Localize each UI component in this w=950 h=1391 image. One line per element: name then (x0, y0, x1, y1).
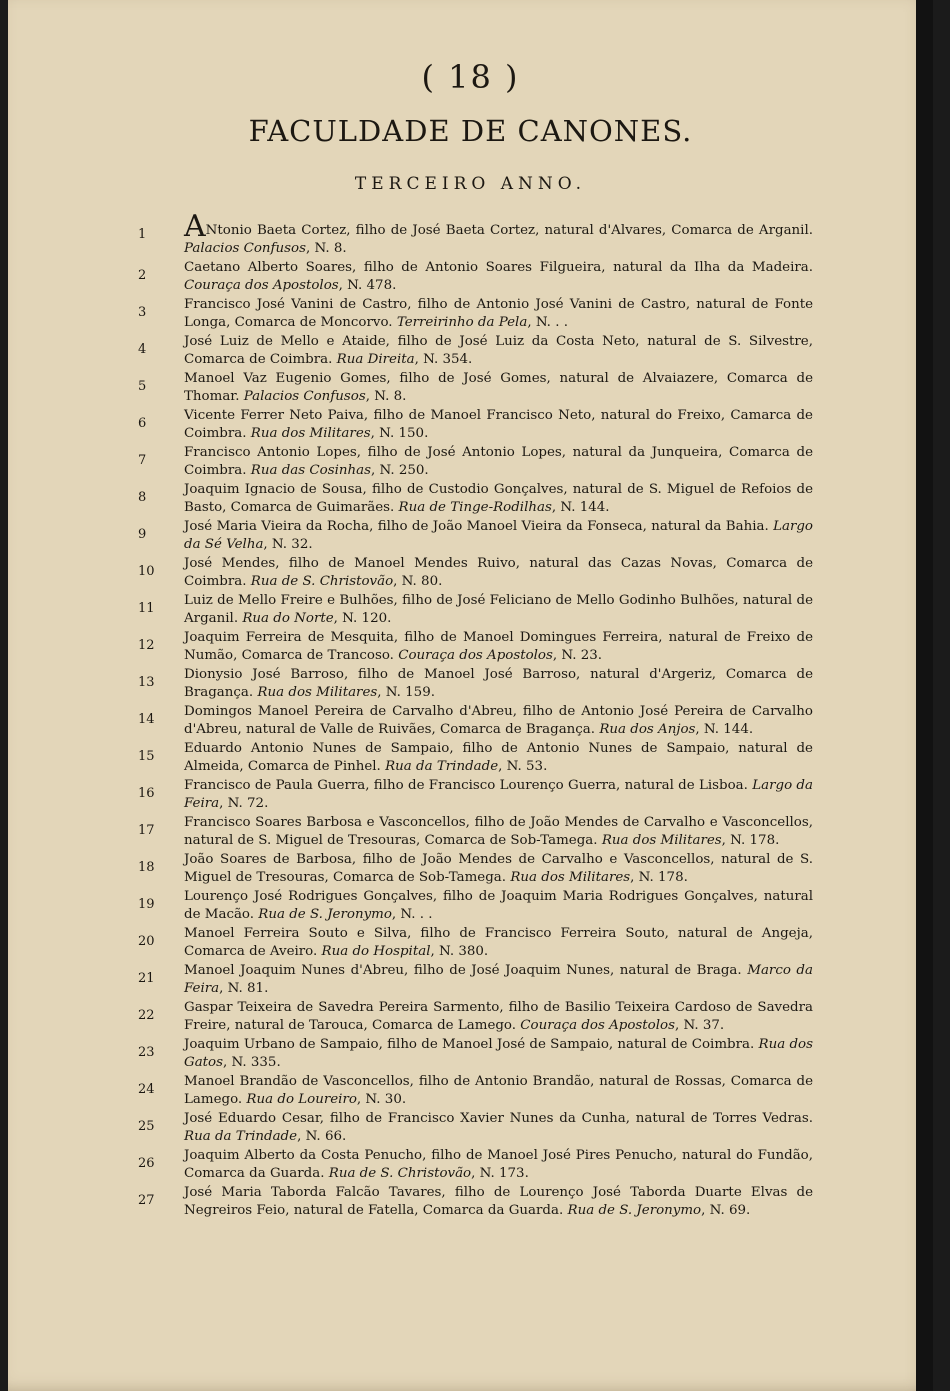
entry-number: 11 (138, 601, 155, 616)
entry-address: Rua do Loureiro (246, 1091, 357, 1107)
page-title: FACULDADE DE CANONES. (248, 114, 693, 148)
entry-text: Manoel Brandão de Vasconcellos, filho de Antonio Brandão, natural de Rossas, Comarca de Lamego. (184, 1074, 813, 1107)
list-item (138, 481, 813, 516)
list-item (138, 1184, 813, 1219)
entry-number: 25 (138, 1119, 155, 1134)
entry-house-number: , N. . . (527, 314, 568, 330)
list-item (138, 1147, 813, 1182)
list-item (138, 888, 813, 923)
list-item (138, 333, 813, 368)
entry-house-number: , N. 32. (263, 536, 313, 552)
initial-capital: A (184, 209, 206, 244)
entry-number: 13 (138, 675, 155, 690)
entry-address: Couraça dos Apostolos (398, 647, 553, 663)
entry-text: Joaquim Ignacio de Sousa, filho de Custodio Gonçalves, natural de S. Miguel de Refoios de Basto, Comarca de Guimarães. (184, 482, 813, 515)
entry-text: Vicente Ferrer Neto Paiva, filho de Manoel Francisco Neto, natural do Freixo, Camarca de Coimbra. (184, 408, 813, 441)
entry-address: Rua de S. Christovão (328, 1165, 472, 1181)
entry-address: Rua Direita (336, 351, 415, 367)
entry-house-number: , N. 478. (338, 277, 397, 293)
entry-number: 8 (138, 490, 147, 505)
entry-house-number: , N. 8. (365, 388, 407, 404)
list-item (138, 555, 813, 590)
list-item (138, 1073, 813, 1108)
entry-house-number: , N. 66. (297, 1128, 347, 1144)
list-item (138, 962, 813, 997)
document-page (8, 0, 933, 1391)
entry-address: Couraça dos Apostolos (520, 1017, 675, 1033)
list-item (138, 370, 813, 405)
entry-address: Rua da Trindade (385, 758, 499, 774)
entry-number: 19 (138, 897, 155, 912)
list-item (138, 1036, 813, 1071)
entry-text: Francisco José Vanini de Castro, filho de Antonio José Vanini de Castro, natural de Fonte Longa, Comarca de Moncorvo. (184, 297, 813, 330)
entry-number: 15 (138, 749, 155, 764)
entry-address: Rua dos Militares (510, 869, 631, 885)
entry-text: Ntonio Baeta Cortez, filho de José Baeta Cortez, natural d'Alvares, Comarca de Arganil. (205, 223, 813, 238)
entry-text: Eduardo Antonio Nunes de Sampaio, filho de Antonio Nunes de Sampaio, natural de Almeida, Comarca de Pinhel. (184, 741, 813, 774)
entry-house-number: , N. 8. (305, 240, 347, 256)
student-list (138, 209, 813, 1221)
entry-text: José Luiz de Mello e Ataide, filho de José Luiz da Costa Neto, natural de S. Silvestre, Comarca de Coimbra. (184, 334, 813, 367)
entry-address: Terreirinho da Pela (396, 314, 528, 330)
entry-number: 26 (138, 1156, 155, 1171)
entry-number: 9 (138, 527, 147, 542)
list-item (138, 740, 813, 775)
entry-number: 18 (138, 860, 155, 875)
entry-text: Francisco de Paula Guerra, filho de Francisco Lourenço Guerra, natural de Lisboa. (184, 778, 748, 793)
list-item (138, 777, 813, 812)
list-item (138, 209, 813, 257)
entry-address: Largo da Sé Velha (184, 519, 813, 552)
entry-address: Rua de S. Jeronymo (258, 906, 392, 922)
entry-house-number: , N. 354. (414, 351, 473, 367)
entry-house-number: , N. 80. (393, 573, 443, 589)
entry-house-number: , N. 30. (356, 1091, 407, 1107)
entry-number: 2 (138, 268, 147, 283)
entry-address: Largo da Feira (184, 778, 813, 811)
entry-house-number: , N. 335. (223, 1054, 281, 1070)
list-item (138, 1110, 813, 1145)
entry-address: Rua do Hospital (321, 943, 431, 959)
entry-house-number: , N. 250. (370, 462, 429, 478)
entry-text: Manoel Vaz Eugenio Gomes, filho de José Gomes, natural de Alvaiazere, Comarca de Thomar. (184, 371, 813, 404)
entry-number: 27 (138, 1193, 155, 1208)
entry-house-number: , N. 81. (219, 980, 269, 996)
entry-number: 22 (138, 1008, 155, 1023)
entry-address: Rua dos Gatos (184, 1037, 813, 1070)
page-number: ( 18 ) (421, 58, 520, 96)
entry-address: Rua do Norte (242, 610, 334, 626)
section-subtitle: TERCEIRO ANNO. (354, 174, 587, 194)
entry-text: Caetano Alberto Soares, filho de Antonio Soares Filgueira, natural da Ilha da Madeira. (184, 260, 813, 275)
entry-number: 6 (138, 416, 147, 431)
entry-house-number: , N. 178. (630, 869, 688, 885)
entry-address: Rua dos Militares (257, 684, 378, 700)
entry-number: 4 (138, 342, 147, 357)
entry-text: José Maria Taborda Falcão Tavares, filho de Lourenço José Taborda Duarte Elvas de Negreiros Feio, natural de Fatella, Comarca da Guarda. (184, 1185, 813, 1218)
entry-address: Rua dos Militares (250, 425, 371, 441)
entry-text: Manoel Joaquim Nunes d'Abreu, filho de José Joaquim Nunes, natural de Braga. (184, 963, 742, 978)
list-item (138, 296, 813, 331)
entry-text: Luiz de Mello Freire e Bulhões, filho de José Feliciano de Mello Godinho Bulhões, natural de Arganil. (184, 593, 813, 626)
entry-number: 16 (138, 786, 155, 801)
entry-number: 7 (138, 453, 147, 468)
entry-number: 1 (138, 227, 147, 242)
entry-text: Joaquim Urbano de Sampaio, filho de Manoel José de Sampaio, natural de Coimbra. (184, 1037, 755, 1052)
entry-house-number: , N. 159. (377, 684, 435, 700)
list-item (138, 666, 813, 701)
entry-house-number: , N. . . (391, 906, 433, 922)
entry-address: Rua das Cosinhas (250, 462, 371, 478)
list-item (138, 444, 813, 479)
entry-house-number: , N. 53. (498, 758, 548, 774)
entry-address: Rua de S. Christovão (250, 573, 394, 589)
entry-house-number: , N. 72. (219, 795, 269, 811)
list-item (138, 999, 813, 1034)
list-item (138, 259, 813, 294)
entry-number: 3 (138, 305, 147, 320)
entry-address: Palacios Confusos (243, 388, 366, 404)
entry-address: Couraça dos Apostolos (184, 277, 339, 293)
entry-house-number: , N. 144. (695, 721, 754, 737)
page-edge (916, 0, 933, 1391)
entry-house-number: , N. 173. (471, 1165, 529, 1181)
list-item (138, 925, 813, 960)
entry-address: Palacios Confusos (184, 240, 306, 256)
entry-address: Rua de S. Jeronymo (567, 1202, 702, 1218)
entry-number: 5 (138, 379, 147, 394)
entry-text: Joaquim Alberto da Costa Penucho, filho de Manoel José Pires Penucho, natural do Fundão, Comarca da Guarda. (184, 1148, 813, 1181)
list-item (138, 629, 813, 664)
entry-text: Dionysio José Barroso, filho de Manoel José Barroso, natural d'Argeriz, Comarca de Bragança. (184, 667, 813, 700)
entry-house-number: , N. 37. (674, 1017, 725, 1033)
entry-address: Marco da Feira (184, 963, 813, 996)
list-item (138, 407, 813, 442)
entry-number: 21 (138, 971, 155, 986)
entry-house-number: , N. 150. (370, 425, 429, 441)
list-item (138, 518, 813, 553)
entry-address: Rua dos Anjos (599, 721, 696, 737)
entry-text: José Maria Vieira da Rocha, filho de João Manoel Vieira da Fonseca, natural da Bahia. (184, 519, 769, 534)
entry-number: 17 (138, 823, 155, 838)
entry-address: Rua da Trindade (184, 1128, 298, 1144)
list-item (138, 592, 813, 627)
list-item (138, 814, 813, 849)
entry-number: 20 (138, 934, 155, 949)
entry-address: Rua de Tinge-Rodilhas (398, 499, 552, 515)
entry-house-number: , N. 23. (552, 647, 603, 663)
entry-text: Lourenço José Rodrigues Gonçalves, filho de Joaquim Maria Rodrigues Gonçalves, natural de Macão. (184, 889, 813, 922)
entry-text: João Soares de Barbosa, filho de João Mendes de Carvalho e Vasconcellos, natural de S. Miguel de Tresouras, Comarca de Sob-Tamega. (184, 852, 813, 885)
entry-text: Francisco Soares Barbosa e Vasconcellos, filho de João Mendes de Carvalho e Vasconcellos, natural de S. Miguel de Tresouras, Comarca de Sob-Tamega. (184, 815, 813, 848)
entry-number: 10 (138, 564, 155, 579)
entry-house-number: , N. 144. (551, 499, 610, 515)
entry-text: Manoel Ferreira Souto e Silva, filho de Francisco Ferreira Souto, natural de Angeja, Comarca de Aveiro. (184, 926, 813, 959)
entry-number: 12 (138, 638, 155, 653)
entry-text: Joaquim Ferreira de Mesquita, filho de Manoel Domingues Ferreira, natural de Freixo de Numão, Comarca de Trancoso. (184, 630, 813, 663)
entry-house-number: , N. 69. (701, 1202, 751, 1218)
entry-house-number: , N. 380. (430, 943, 489, 959)
entry-number: 24 (138, 1082, 155, 1097)
entry-number: 14 (138, 712, 155, 727)
list-item (138, 703, 813, 738)
entry-text: Domingos Manoel Pereira de Carvalho d'Abreu, filho de Antonio José Pereira de Carvalho d'Abreu, natural de Valle de Ruivães, Comarca de Bragança. (184, 704, 813, 737)
entry-house-number: , N. 120. (333, 610, 392, 626)
list-item (138, 851, 813, 886)
entry-address: Rua dos Militares (601, 832, 722, 848)
entry-text: Gaspar Teixeira de Savedra Pereira Sarmento, filho de Basilio Teixeira Cardoso de Savedra Freire, natural de Tarouca, Comarca de Lamego. (184, 1000, 813, 1033)
entry-house-number: , N. 178. (721, 832, 780, 848)
entry-text: José Eduardo Cesar, filho de Francisco Xavier Nunes da Cunha, natural de Torres Vedras. (184, 1111, 813, 1126)
entry-number: 23 (138, 1045, 155, 1060)
entry-text: José Mendes, filho de Manoel Mendes Ruivo, natural das Cazas Novas, Comarca de Coimbra. (184, 556, 813, 589)
entry-text: Francisco Antonio Lopes, filho de José Antonio Lopes, natural da Junqueira, Comarca de Coimbra. (184, 445, 813, 478)
